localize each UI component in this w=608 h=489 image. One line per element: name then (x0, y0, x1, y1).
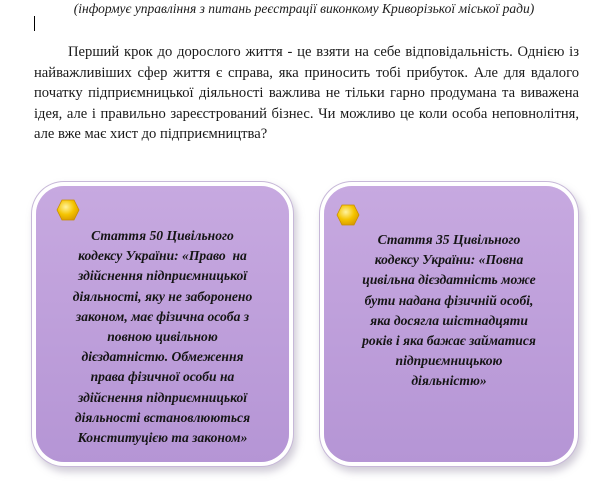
card-line: Стаття 35 Цивільного (377, 232, 521, 247)
article-35-card (324, 186, 574, 462)
document-subtitle: (інформує управління з питань реєстрації виконкому Криворізької міської ради) (73, 1, 535, 16)
text-cursor (34, 16, 35, 31)
card-line: яка досягла шістнадцяти (370, 312, 528, 328)
card-line: діяльності, яку не заборонено (72, 288, 253, 304)
card-line: бути надана фізичній особі, (364, 292, 534, 308)
card-line: діяльності встановлюються (74, 409, 251, 425)
card-line: діяльністю» (411, 373, 487, 389)
hexagon-icon (56, 199, 80, 221)
card-line: повною цивільною (107, 329, 218, 345)
card-line: кодексу України: «Повна (374, 252, 524, 268)
article-50-card (36, 186, 289, 462)
card-line: років і яка бажає займатися (362, 333, 536, 349)
card-line: Стаття 50 Цивільного (91, 228, 234, 243)
card-line: дієздатністю. Обмеження (81, 349, 244, 365)
card-line: Конституцією та законом» (77, 430, 248, 446)
card-line: права фізичної особи на (90, 369, 235, 385)
article-35-text (324, 230, 574, 392)
hexagon-icon (336, 204, 360, 226)
article-50-text (36, 226, 289, 448)
card-line: підприємницькою (395, 353, 503, 369)
card-line: здійснення підприємницької (77, 268, 248, 284)
intro-paragraph: Перший крок до дорослого життя - це взяти на себе відповідальність. Однією із найважливіших сфер життя є справа, яка приносить тобі прибуток. Але для вдалого початку підприємницької діяльності важлива не тільки гарно продумана та виважена ідея, але і правильно зареєстрований бізнес. Чи можливо це коли особа неповнолітня, але вже має хист до підприємництва? (34, 44, 579, 143)
card-line: здійснення підприємницької (77, 389, 248, 405)
card-line: цивільна дієздатність може (362, 272, 536, 288)
card-line: законом, має фізична особа з (75, 308, 250, 324)
card-line: кодексу України: «Право на (78, 248, 247, 264)
